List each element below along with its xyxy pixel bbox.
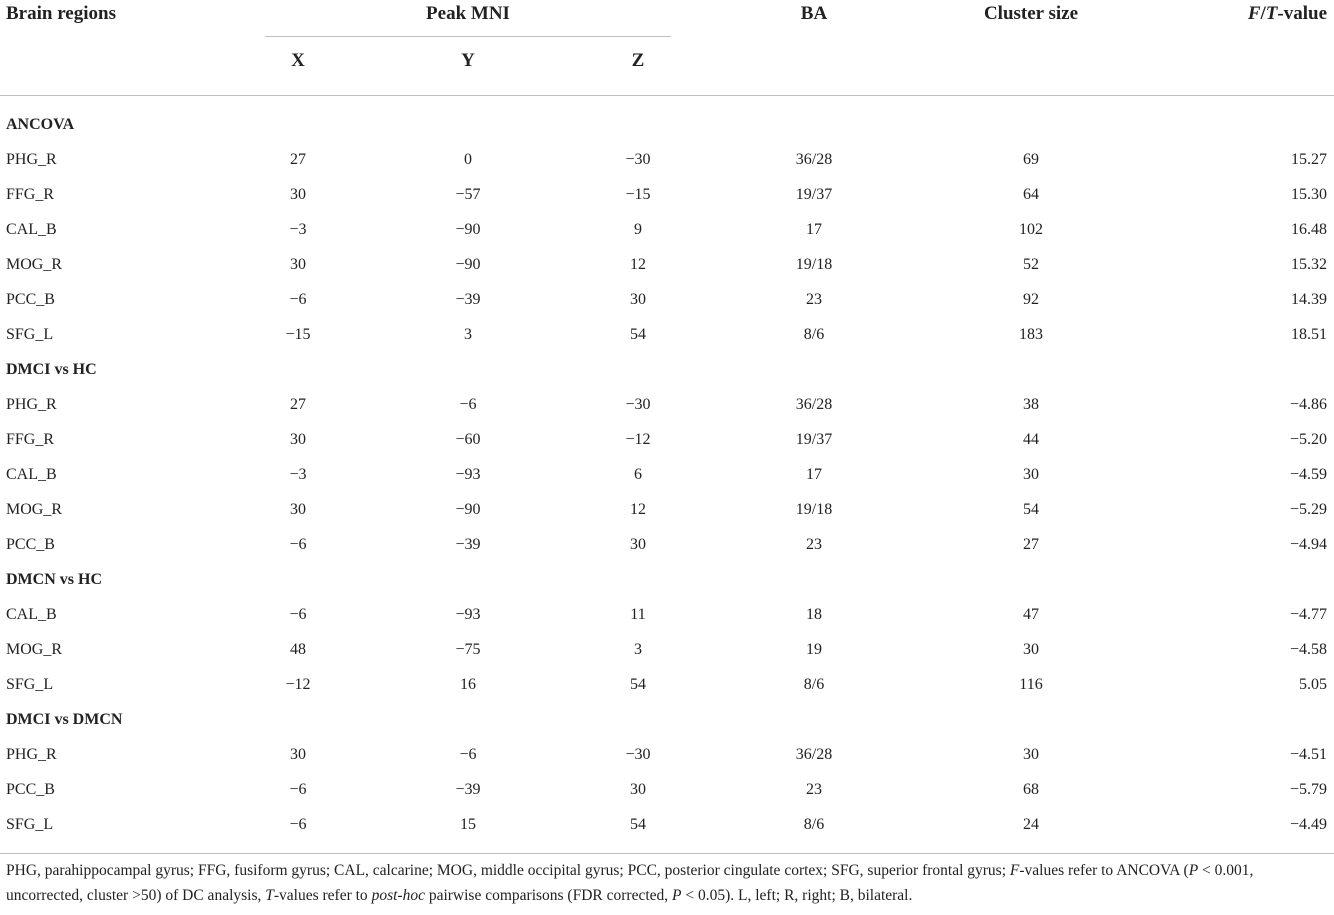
header-bottom-rule: [0, 95, 1334, 96]
cell-cluster-size: 38: [1023, 396, 1039, 413]
cell-cluster-size: 30: [1023, 641, 1039, 658]
cell-cluster-size: 92: [1023, 291, 1039, 308]
cell-x: −6: [289, 781, 307, 798]
cell-x: 27: [290, 151, 306, 168]
cell-x: −12: [285, 676, 311, 693]
cell-ft-value: 15.30: [1291, 186, 1327, 203]
cell-region: MOG_R: [6, 256, 63, 273]
cell-region: FFG_R: [6, 431, 55, 448]
cell-cluster-size: 69: [1023, 151, 1039, 168]
cell-ft-value: 18.51: [1291, 326, 1327, 343]
cell-ft-value: −4.51: [1289, 746, 1327, 763]
cell-ba: 19: [806, 641, 822, 658]
cell-z: 9: [634, 221, 642, 238]
cell-ft-value: −4.49: [1289, 816, 1327, 833]
cell-z: 12: [630, 256, 646, 273]
cell-y: 16: [460, 676, 476, 693]
cell-x: 30: [290, 431, 306, 448]
cell-ba: 23: [806, 781, 822, 798]
section-row: [0, 702, 1334, 737]
header-ba: BA: [800, 3, 828, 24]
cell-cluster-size: 64: [1023, 186, 1039, 203]
cell-ft-value: 5.05: [1299, 676, 1327, 693]
table-row: [0, 282, 1334, 317]
section-row: [0, 352, 1334, 387]
table-row: [0, 632, 1334, 667]
table-row: [0, 667, 1334, 702]
cell-y: 15: [460, 816, 476, 833]
cell-x: 30: [290, 186, 306, 203]
header-cluster-size: Cluster size: [983, 3, 1079, 24]
table-row: [0, 807, 1334, 842]
cell-z: 54: [630, 816, 646, 833]
cell-ba: 17: [806, 466, 822, 483]
section-label: DMCI vs DMCN: [6, 711, 123, 728]
cell-region: CAL_B: [6, 466, 57, 483]
cell-cluster-size: 102: [1019, 221, 1043, 238]
cell-ba: 23: [806, 536, 822, 553]
cell-ft-value: 15.27: [1291, 151, 1327, 168]
table-row: [0, 212, 1334, 247]
table-row: [0, 492, 1334, 527]
section-row: [0, 107, 1334, 142]
cell-z: 30: [630, 536, 646, 553]
table-row: [0, 457, 1334, 492]
cell-x: 27: [290, 396, 306, 413]
cell-y: −90: [455, 256, 481, 273]
cell-cluster-size: 116: [1019, 676, 1043, 693]
cell-z: −15: [625, 186, 651, 203]
cell-z: 54: [630, 326, 646, 343]
cell-ft-value: 15.32: [1291, 256, 1327, 273]
cell-cluster-size: 54: [1023, 501, 1039, 518]
table-row: [0, 142, 1334, 177]
cell-ft-value: −4.58: [1289, 641, 1327, 658]
table-row: [0, 772, 1334, 807]
cell-ba: 36/28: [795, 151, 833, 168]
cell-region: PCC_B: [6, 536, 55, 553]
cell-x: −6: [289, 606, 307, 623]
cell-z: 30: [630, 781, 646, 798]
cell-ba: 19/18: [795, 256, 833, 273]
cell-z: 3: [634, 641, 642, 658]
cell-y: −93: [455, 606, 481, 623]
table-row: [0, 422, 1334, 457]
cell-z: −30: [625, 746, 651, 763]
cell-z: 30: [630, 291, 646, 308]
cell-region: PCC_B: [6, 781, 55, 798]
cell-x: −6: [289, 291, 307, 308]
table-row: [0, 737, 1334, 772]
cell-y: −39: [455, 291, 481, 308]
cell-x: 30: [290, 256, 306, 273]
table-bottom-rule: [0, 853, 1334, 854]
cell-x: −3: [289, 466, 307, 483]
cell-cluster-size: 27: [1023, 536, 1039, 553]
cell-ba: 19/18: [795, 501, 833, 518]
cell-ba: 23: [806, 291, 822, 308]
cell-region: FFG_R: [6, 186, 55, 203]
cell-cluster-size: 24: [1023, 816, 1039, 833]
cell-y: −90: [455, 221, 481, 238]
cell-y: −90: [455, 501, 481, 518]
cell-region: PCC_B: [6, 291, 55, 308]
cell-cluster-size: 44: [1023, 431, 1039, 448]
cell-ba: 19/37: [795, 431, 833, 448]
cell-region: MOG_R: [6, 501, 63, 518]
cell-cluster-size: 30: [1023, 746, 1039, 763]
cell-ft-value: −4.94: [1289, 536, 1327, 553]
cell-x: 30: [290, 746, 306, 763]
cell-ba: 36/28: [795, 396, 833, 413]
cell-x: 30: [290, 501, 306, 518]
cell-cluster-size: 47: [1023, 606, 1039, 623]
cell-y: 0: [464, 151, 472, 168]
header-y: Y: [461, 50, 475, 71]
cell-cluster-size: 68: [1023, 781, 1039, 798]
header-sub-rule: [265, 36, 671, 37]
cell-region: MOG_R: [6, 641, 63, 658]
cell-x: −6: [289, 536, 307, 553]
cell-ba: 8/6: [803, 326, 825, 343]
header-ft-value: F/T-value: [1247, 3, 1327, 24]
cell-region: SFG_L: [6, 326, 54, 343]
table-row: [0, 597, 1334, 632]
table-row: [0, 317, 1334, 352]
table-row: [0, 247, 1334, 282]
header-brain-regions: Brain regions: [6, 3, 116, 24]
header-x: X: [291, 50, 305, 71]
cell-region: CAL_B: [6, 606, 57, 623]
cell-ft-value: −4.86: [1289, 396, 1327, 413]
header-z: Z: [631, 50, 645, 71]
cell-y: −6: [459, 396, 477, 413]
cell-y: −57: [455, 186, 481, 203]
cell-z: 6: [634, 466, 642, 483]
cell-ft-value: −5.29: [1289, 501, 1327, 518]
table-footnote: PHG, parahippocampal gyrus; FFG, fusiform gyrus; CAL, calcarine; MOG, middle occipital gyrus; PCC, posterior cingulate cortex; SFG, superior frontal gyrus; F-values refer to ANCOVA (P < 0.001, uncorrected, cluster >50) of DC analysis, T-values refer to post-hoc pairwise comparisons (FDR corrected, P < 0.05). L, left; R, right; B, bilateral.: [6, 862, 1254, 904]
cell-y: −75: [455, 641, 481, 658]
section-label: ANCOVA: [6, 116, 75, 133]
cell-y: −39: [455, 781, 481, 798]
section-label: DMCI vs HC: [6, 361, 97, 378]
cell-y: −6: [459, 746, 477, 763]
cell-z: 11: [630, 606, 646, 623]
cell-y: 3: [464, 326, 472, 343]
cell-z: 54: [630, 676, 646, 693]
table-row: [0, 177, 1334, 212]
cell-region: PHG_R: [6, 746, 57, 763]
cell-z: −30: [625, 396, 651, 413]
section-label: DMCN vs HC: [6, 571, 102, 588]
cell-ba: 18: [806, 606, 822, 623]
cell-z: 12: [630, 501, 646, 518]
cell-ft-value: 14.39: [1291, 291, 1327, 308]
cell-cluster-size: 52: [1023, 256, 1039, 273]
cell-ft-value: −5.20: [1289, 431, 1327, 448]
table-row: [0, 527, 1334, 562]
cell-x: −6: [289, 816, 307, 833]
cell-ft-value: −5.79: [1289, 781, 1327, 798]
cell-cluster-size: 30: [1023, 466, 1039, 483]
cell-region: SFG_L: [6, 816, 54, 833]
cell-region: PHG_R: [6, 396, 57, 413]
cell-ft-value: −4.77: [1289, 606, 1327, 623]
section-row: [0, 562, 1334, 597]
cell-region: CAL_B: [6, 221, 57, 238]
cell-region: SFG_L: [6, 676, 54, 693]
table-row: [0, 387, 1334, 422]
cell-region: PHG_R: [6, 151, 57, 168]
cell-y: −39: [455, 536, 481, 553]
cell-y: −93: [455, 466, 481, 483]
cell-cluster-size: 183: [1019, 326, 1043, 343]
cell-ba: 19/37: [795, 186, 833, 203]
cell-z: −30: [625, 151, 651, 168]
cell-x: −3: [289, 221, 307, 238]
header-peak-mni: Peak MNI: [426, 3, 510, 24]
cell-ba: 36/28: [795, 746, 833, 763]
cell-y: −60: [455, 431, 481, 448]
cell-ft-value: 16.48: [1291, 221, 1327, 238]
cell-x: 48: [290, 641, 306, 658]
cell-z: −12: [625, 431, 651, 448]
cell-ba: 8/6: [803, 816, 825, 833]
cell-ba: 8/6: [803, 676, 825, 693]
cell-ft-value: −4.59: [1289, 466, 1327, 483]
cell-ba: 17: [806, 221, 822, 238]
cell-x: −15: [285, 326, 311, 343]
